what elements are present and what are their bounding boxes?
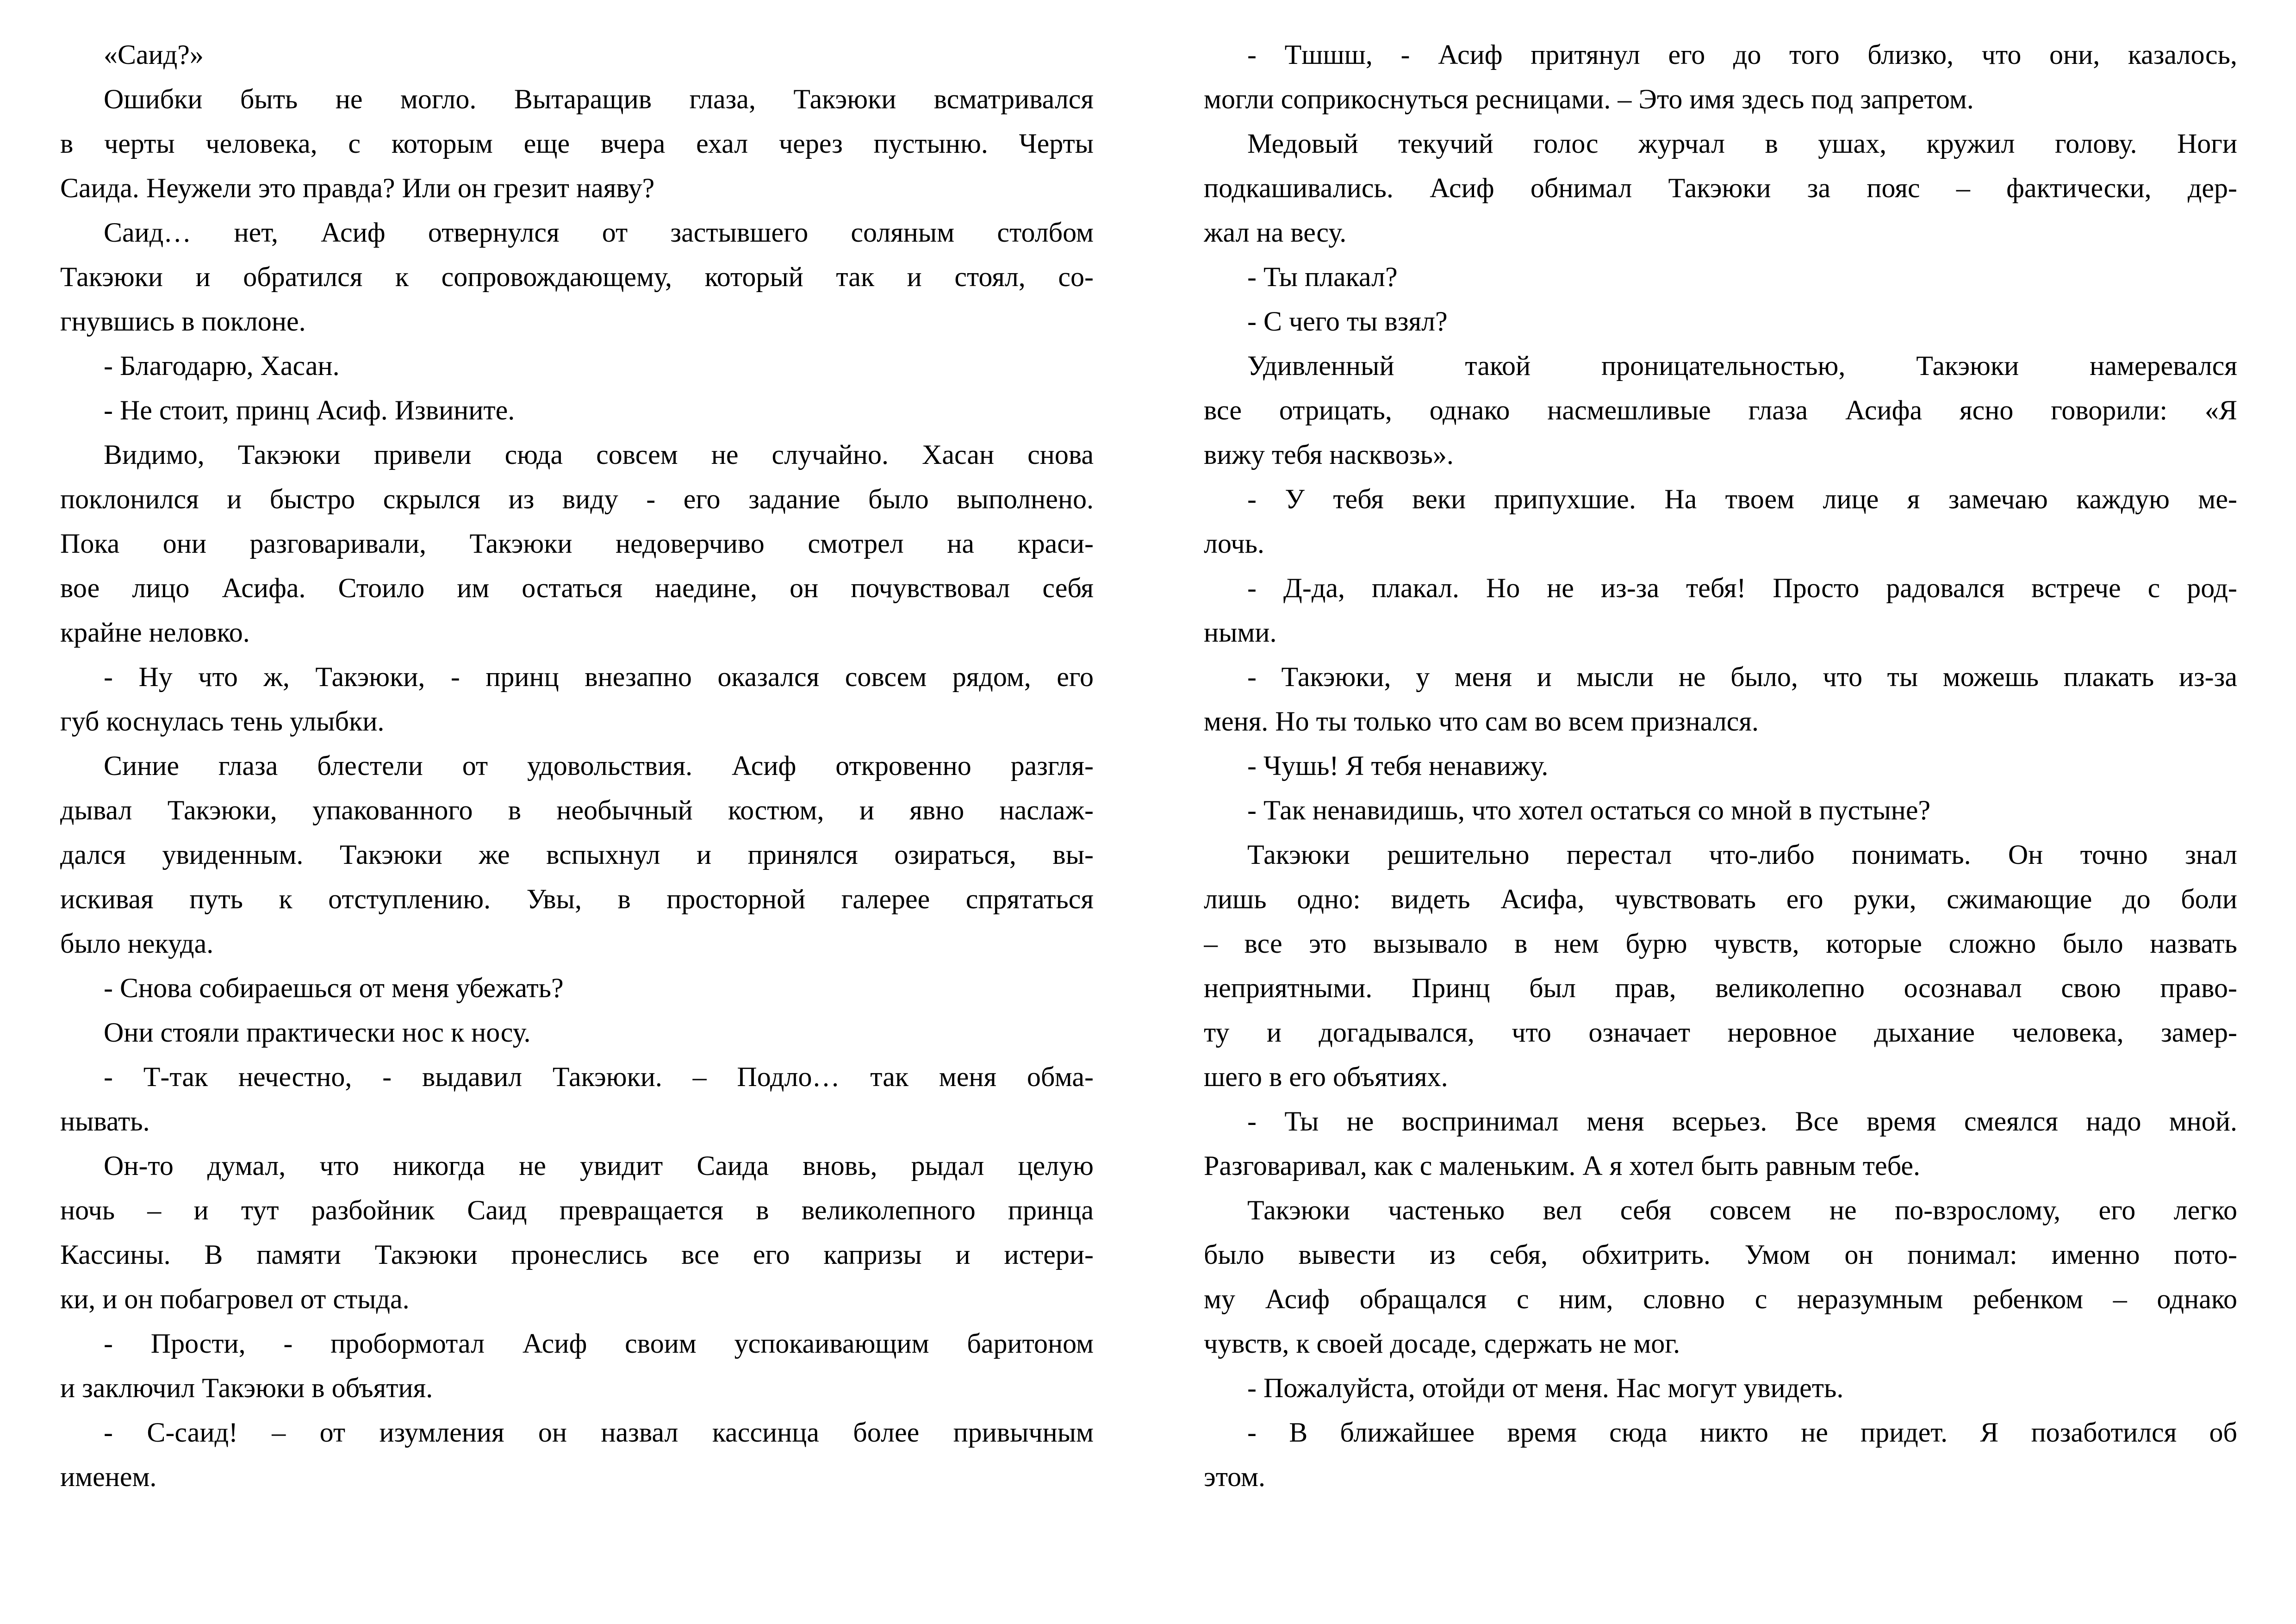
text-line: неприятными. Принц был прав, великолепно осознавал свою право- [1204,973,2237,1003]
text-line: Такэюки решительно перестал что-либо понимать. Он точно знал [1247,839,2237,870]
text-line: шего в его объятиях. [1204,1062,1448,1092]
text-line: – все это вызывало в нем бурю чувств, которые сложно было назвать [1204,928,2237,959]
text-line: - Не стоит, принц Асиф. Извините. [104,395,515,425]
text-line: губ коснулась тень улыбки. [60,706,385,737]
text-line: дывал Такэюки, упакованного в необычный костюм, и явно наслаж- [60,795,1094,825]
text-line: Такэюки частенько вел себя совсем не по-взрослому, его легко [1247,1195,2237,1225]
text-line: ными. [1204,617,1277,648]
text-line: му Асиф обращался с ним, словно с неразумным ребенком – однако [1204,1284,2237,1314]
text-line: ту и догадывался, что означает неровное дыхание человека, замер- [1204,1017,2237,1048]
text-line: Он-то думал, что никогда не увидит Саида вновь, рыдал целую [104,1150,1094,1181]
text-line: - Тшшш, - Асиф притянул его до того близко, что они, казалось, [1247,39,2237,70]
text-line: вижу тебя насквозь». [1204,439,1454,470]
text-line: «Саид?» [104,39,204,70]
text-line: - Чушь! Я тебя ненавижу. [1247,750,1549,781]
text-line: крайне неловко. [60,617,250,648]
text-line: Такэюки и обратился к сопровождающему, который так и стоял, со- [60,262,1094,292]
text-line: и заключил Такэюки в объятия. [60,1373,433,1403]
text-line: Саид… нет, Асиф отвернулся от застывшего соляным столбом [104,217,1094,248]
text-line: - Снова собираешься от меня убежать? [104,973,564,1003]
text-line: - Д-да, плакал. Но не из-за тебя! Просто радовался встрече с род- [1247,573,2237,603]
text-line: лочь. [1204,528,1264,559]
text-line: могли соприкоснуться ресницами. – Это имя здесь под запретом. [1204,84,1974,114]
text-line: Видимо, Такэюки привели сюда совсем не случайно. Хасан снова [104,439,1094,470]
text-line: подкашивались. Асиф обнимал Такэюки за пояс – фактически, дер- [1204,173,2237,203]
text-line: все отрицать, однако насмешливые глаза Асифа ясно говорили: «Я [1204,395,2237,425]
text-line: этом. [1204,1462,1266,1492]
text-line: жал на весу. [1204,217,1347,248]
text-line: - Пожалуйста, отойди от меня. Нас могут увидеть. [1247,1373,1844,1403]
text-line: именем. [60,1462,157,1492]
text-line: - Ты не воспринимал меня всерьез. Все время смеялся надо мной. [1247,1106,2237,1137]
text-column-left [60,32,1094,1624]
text-line: - Такэюки, у меня и мысли не было, что ты можешь плакать из-за [1247,662,2237,692]
text-line: - В ближайшее время сюда никто не придет. Я позаботился об [1247,1417,2237,1448]
text-line: Разговаривал, как с маленьким. А я хотел быть равным тебе. [1204,1150,1921,1181]
text-line: нывать. [60,1106,150,1137]
text-line: вое лицо Асифа. Стоило им остаться наедине, он почувствовал себя [60,573,1094,603]
text-line: искивая путь к отступлению. Увы, в просторной галерее спрятаться [60,884,1094,914]
text-line: Ошибки быть не могло. Вытаращив глаза, Такэюки всматривался [104,84,1094,114]
text-line: Они стояли практически нос к носу. [104,1017,531,1048]
text-line: Синие глаза блестели от удовольствия. Асиф откровенно разгля- [104,750,1094,781]
text-line: Кассины. В памяти Такэюки пронеслись все его капризы и истери- [60,1239,1094,1270]
text-line: Пока они разговаривали, Такэюки недоверчиво смотрел на краси- [60,528,1094,559]
text-line: было некуда. [60,928,214,959]
text-line: Медовый текучий голос журчал в ушах, кружил голову. Ноги [1247,128,2237,159]
text-line: ночь – и тут разбойник Саид превращается в великолепного принца [60,1195,1094,1225]
text-line: было вывести из себя, обхитрить. Умом он понимал: именно пото- [1204,1239,2237,1270]
text-line: - Ты плакал? [1247,262,1398,292]
text-line: Саида. Неужели это правда? Или он грезит наяву? [60,173,655,203]
text-line: - Ну что ж, Такэюки, - принц внезапно оказался совсем рядом, его [104,662,1094,692]
text-line: гнувшись в поклоне. [60,306,306,337]
text-line: лишь одно: видеть Асифа, чувствовать его руки, сжимающие до боли [1204,884,2237,914]
text-line: меня. Но ты только что сам во всем признался. [1204,706,1759,737]
text-line: дался увиденным. Такэюки же вспыхнул и принялся озираться, вы- [60,839,1094,870]
text-line: ки, и он побагровел от стыда. [60,1284,410,1314]
text-line: - С чего ты взял? [1247,306,1448,337]
text-line: - Так ненавидишь, что хотел остаться со мной в пустыне? [1247,795,1931,825]
text-line: - Благодарю, Хасан. [104,350,340,381]
text-line: чувств, к своей досаде, сдержать не мог. [1204,1328,1680,1359]
text-line: поклонился и быстро скрылся из виду - его задание было выполнено. [60,484,1094,514]
text-column-right [1204,32,2237,1624]
text-line: - Прости, - пробормотал Асиф своим успокаивающим баритоном [104,1328,1094,1359]
text-line: - Т-так нечестно, - выдавил Такэюки. – Подло… так меня обма- [104,1062,1094,1092]
text-line: в черты человека, с которым еще вчера ехал через пустыню. Черты [60,128,1094,159]
text-line: Удивленный такой проницательностью, Такэюки намеревался [1247,350,2237,381]
text-line: - С-саид! – от изумления он назвал кассинца более привычным [104,1417,1094,1448]
text-line: - У тебя веки припухшие. На твоем лице я замечаю каждую ме- [1247,484,2237,514]
